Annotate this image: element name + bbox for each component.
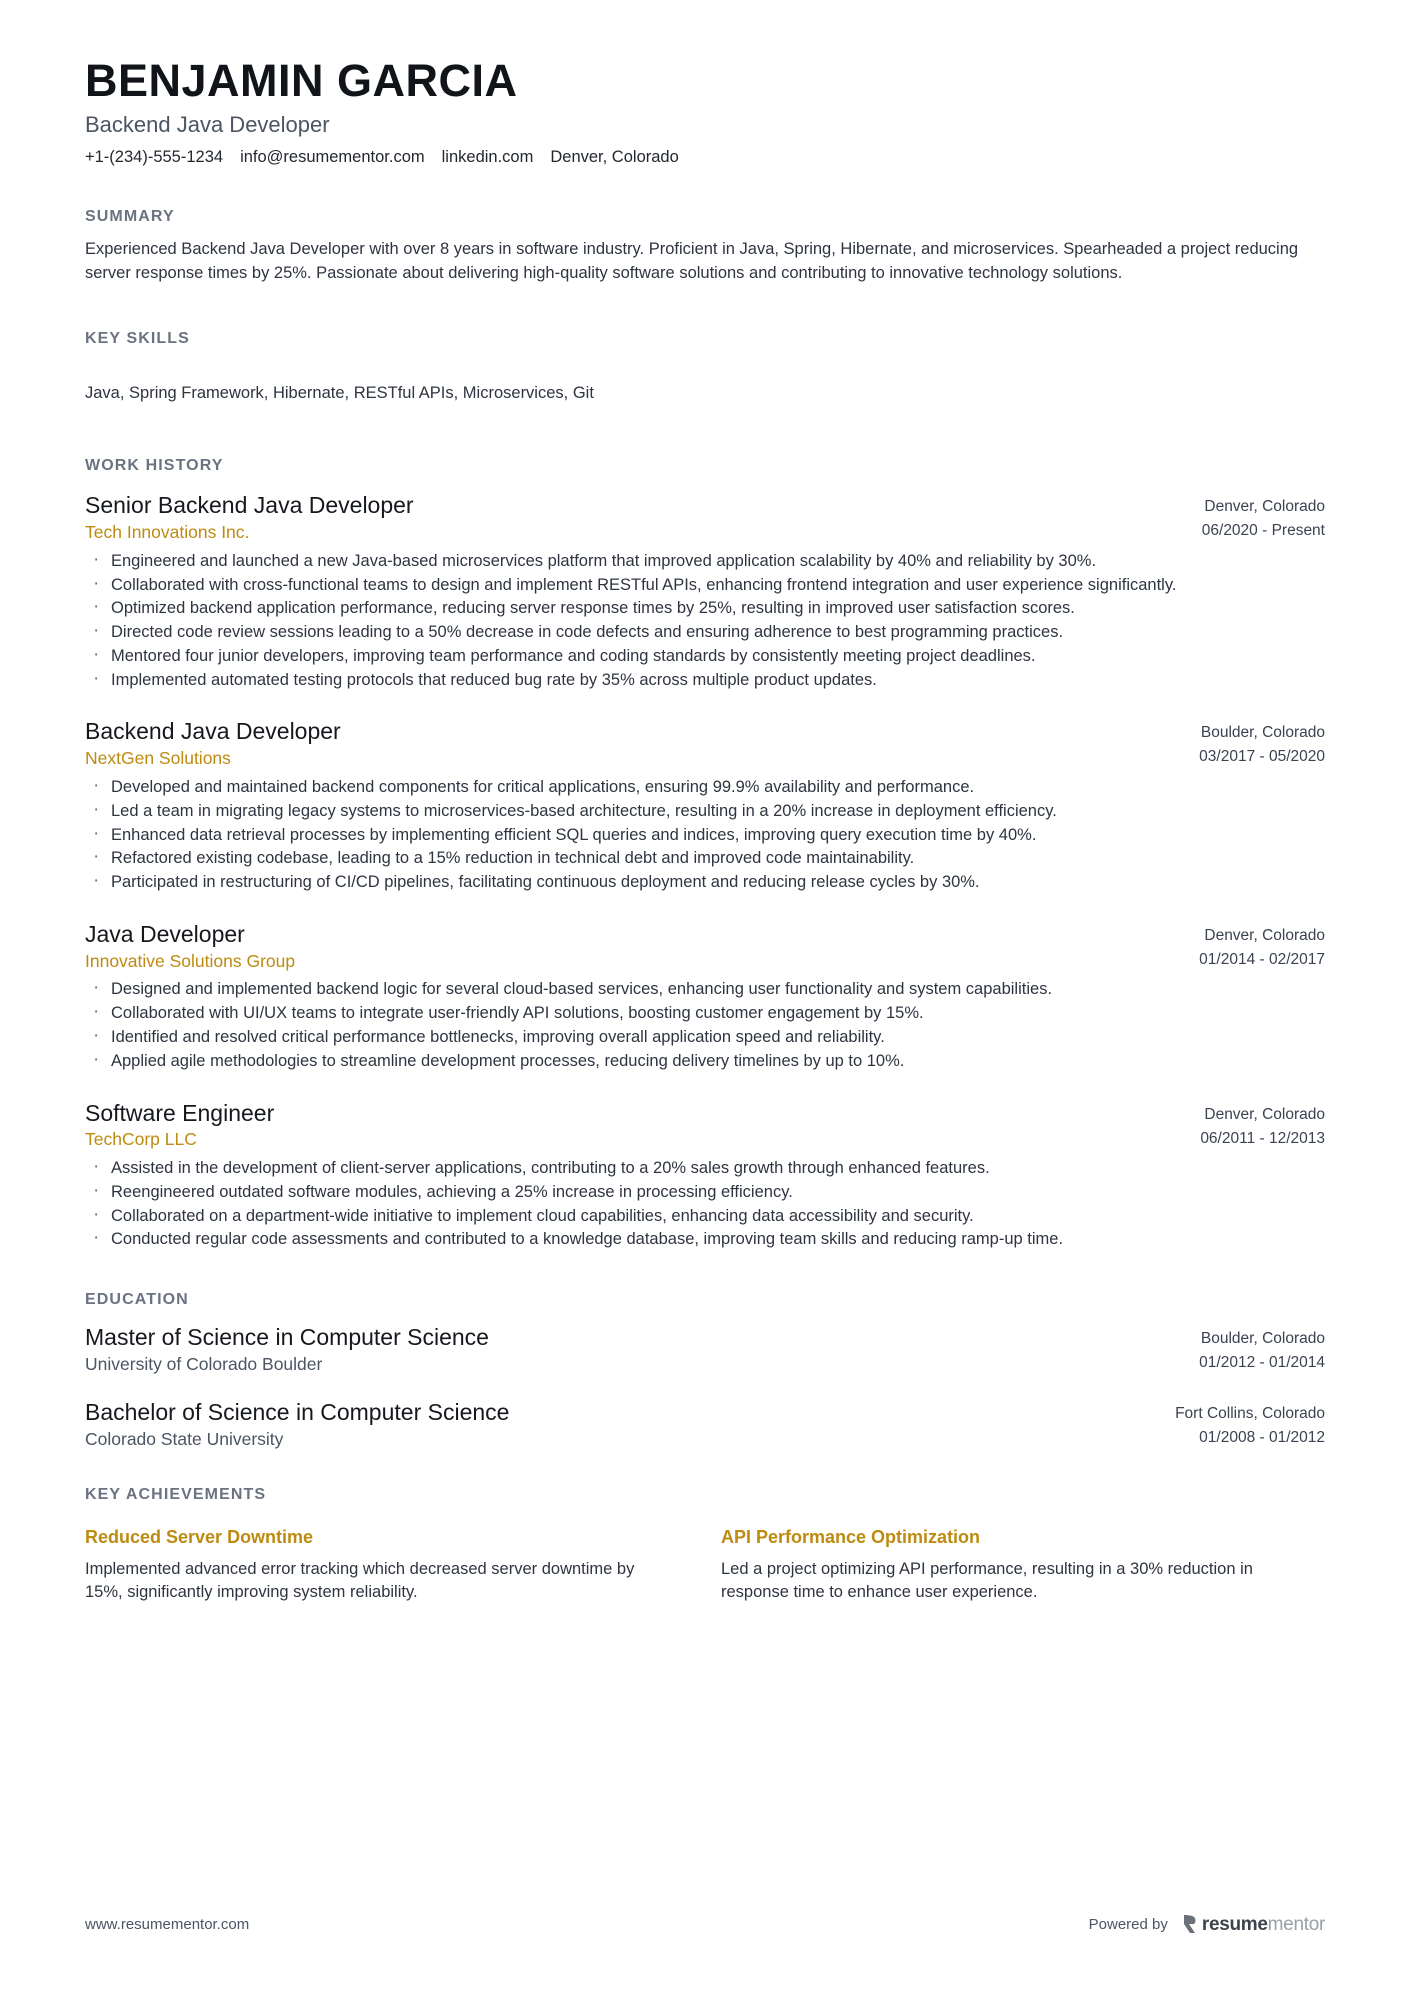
work-history-section [85, 457, 1325, 1251]
list-item: · Collaborated with UI/UX teams to integrate user-friendly API solutions, boosting customer engagement by 15%. [85, 1002, 1325, 1025]
summary-heading: SUMMARY [85, 208, 175, 226]
list-item: · Designed and implemented backend logic for several cloud-based services, enhancing user functionality and system capabilities. [85, 978, 1325, 1001]
education-dates: 01/2012 - 01/2014 [1199, 1354, 1325, 1372]
work-entry-company: Innovative Solutions Group [85, 950, 296, 971]
key-skills-heading: KEY SKILLS [85, 330, 190, 348]
education-degree: Bachelor of Science in Computer Science [85, 1398, 510, 1425]
work-entry-title-block [85, 491, 1178, 544]
education-meta-block [1175, 1323, 1325, 1375]
work-entry-title-block [85, 920, 1175, 973]
list-item: · Led a team in migrating legacy systems to microservices-based architecture, resulting in a 20% increase in deployment efficiency. [85, 800, 1325, 823]
work-entry-bullets [85, 550, 1325, 692]
achievement-item [721, 1526, 1291, 1604]
page-footer [85, 1914, 1325, 1935]
work-entry-meta-block [1176, 1099, 1325, 1151]
contact-item-0[interactable]: +1-(234)-555-1234 [85, 147, 224, 166]
list-item: · Applied agile methodologies to streamline development processes, reducing delivery timelines by up to 10%. [85, 1050, 1325, 1073]
work-entry [85, 920, 1325, 1073]
work-entry-header [85, 717, 1325, 770]
work-entry-dates: 06/2011 - 12/2013 [1200, 1129, 1325, 1147]
work-entry-role: Software Engineer [85, 1099, 275, 1126]
education-entry [85, 1323, 1325, 1376]
contact-item-3[interactable]: Denver, Colorado [550, 147, 679, 166]
work-entry-bullets [85, 1157, 1325, 1251]
list-item: · Refactored existing codebase, leading to a 15% reduction in technical debt and improved code maintainability. [85, 847, 1325, 870]
list-item: · Reengineered outdated software modules, achieving a 25% increase in processing efficiency. [85, 1181, 1325, 1204]
list-item: · Collaborated with cross-functional teams to design and implement RESTful APIs, enhancing frontend integration and user experience significantly. [85, 574, 1325, 597]
education-entry-title-block [85, 1398, 1151, 1451]
key-skills-text: Java, Spring Framework, Hibernate, RESTful APIs, Microservices, Git [85, 384, 594, 403]
work-entry-location: Denver, Colorado [1204, 1105, 1325, 1123]
resumementor-logo [1182, 1914, 1325, 1935]
work-entry-location: Denver, Colorado [1204, 498, 1325, 516]
work-entry-header [85, 920, 1325, 973]
brand-bold: resume [1201, 1914, 1268, 1935]
list-item: · Collaborated on a department-wide initiative to implement cloud capabilities, enhancing data accessibility and security. [85, 1205, 1325, 1228]
resumementor-wordmark [1202, 1915, 1325, 1934]
work-entry-title-block [85, 1099, 1176, 1152]
achievement-title: API Performance Optimization [721, 1527, 981, 1548]
work-history-heading: WORK HISTORY [85, 457, 224, 475]
work-entry-dates: 06/2020 - Present [1201, 522, 1325, 540]
work-entry-location: Denver, Colorado [1204, 926, 1325, 944]
work-entry-header [85, 1099, 1325, 1152]
list-item: · Developed and maintained backend components for critical applications, ensuring 99.9% availability and performance. [85, 776, 1325, 799]
resumementor-mark-icon [1182, 1914, 1198, 1935]
footer-branding [1089, 1914, 1325, 1935]
work-entry-role: Java Developer [85, 920, 245, 947]
work-entry-company: NextGen Solutions [85, 748, 231, 769]
list-item: · Conducted regular code assessments and contributed to a knowledge database, improving team skills and reducing ramp-up time. [85, 1228, 1325, 1251]
education-location: Fort Collins, Colorado [1175, 1404, 1325, 1422]
work-entry-meta-block [1175, 920, 1325, 972]
key-achievements-section [85, 1486, 1325, 1604]
footer-url[interactable]: www.resumementor.com [85, 1916, 250, 1933]
education-school: Colorado State University [85, 1428, 284, 1449]
work-entry-location: Boulder, Colorado [1200, 724, 1325, 742]
education-school: University of Colorado Boulder [85, 1353, 323, 1374]
education-heading: EDUCATION [85, 1291, 189, 1309]
work-entry [85, 717, 1325, 893]
education-dates: 01/2008 - 01/2012 [1199, 1428, 1325, 1446]
summary-section [85, 208, 1325, 285]
work-entry-bullets [85, 776, 1325, 894]
contact-item-2[interactable]: linkedin.com [441, 147, 534, 166]
work-entry-meta-block [1175, 717, 1325, 769]
brand-light: mentor [1267, 1914, 1325, 1935]
education-entry-title-block [85, 1323, 1175, 1376]
list-item: · Engineered and launched a new Java-based microservices platform that improved application scalability by 40% and reliability by 30%. [85, 550, 1325, 573]
contact-item-1[interactable]: info@resumementor.com [240, 147, 425, 166]
work-entry-role: Backend Java Developer [85, 718, 341, 745]
list-item: · Mentored four junior developers, improving team performance and coding standards by consistently meeting project deadlines. [85, 645, 1325, 668]
work-history-list [85, 491, 1325, 1251]
contact-row [85, 147, 1325, 168]
education-location: Boulder, Colorado [1200, 1330, 1325, 1348]
work-entry-company: Tech Innovations Inc. [85, 521, 250, 542]
education-entry-header [85, 1323, 1325, 1376]
list-item: · Directed code review sessions leading to a 50% decrease in code defects and ensuring adherence to best programming practices. [85, 621, 1325, 644]
page-title: BENJAMIN GARCIA [85, 55, 518, 106]
key-skills-section [85, 330, 1325, 405]
education-entry [85, 1398, 1325, 1451]
work-entry-dates: 01/2014 - 02/2017 [1199, 950, 1325, 968]
work-entry-role: Senior Backend Java Developer [85, 492, 414, 519]
key-achievements-heading: KEY ACHIEVEMENTS [85, 1486, 267, 1504]
list-item: · Assisted in the development of client-server applications, contributing to a 20% sales growth through enhanced features. [85, 1157, 1325, 1180]
work-entry [85, 1099, 1325, 1252]
list-item: · Participated in restructuring of CI/CD pipelines, facilitating continuous deployment and reducing release cycles by 30%. [85, 871, 1325, 894]
achievement-item [85, 1526, 655, 1604]
summary-text: Experienced Backend Java Developer with over 8 years in software industry. Proficient in Java, Spring, Hibernate, and microservices. Spearheaded a project reducing server response times by 25%. Passionate about delivering high-quality software solutions and contributing to innovative technology solutions. [85, 240, 1299, 282]
powered-by-label: Powered by [1088, 1916, 1168, 1933]
work-entry-bullets [85, 978, 1325, 1072]
list-item: · Optimized backend application performance, reducing server response times by 25%, resulting in improved user satisfaction scores. [85, 597, 1325, 620]
resume-header [85, 56, 1325, 168]
work-entry [85, 491, 1325, 691]
key-achievements-grid [85, 1526, 1325, 1604]
header-job-title: Backend Java Developer [85, 112, 330, 138]
work-entry-company: TechCorp LLC [85, 1129, 197, 1150]
list-item: · Identified and resolved critical performance bottlenecks, improving overall application speed and reliability. [85, 1026, 1325, 1049]
education-degree: Master of Science in Computer Science [85, 1324, 489, 1351]
list-item: · Implemented automated testing protocols that reduced bug rate by 35% across multiple product updates. [85, 669, 1325, 692]
achievement-title: Reduced Server Downtime [85, 1527, 314, 1548]
education-entry-header [85, 1398, 1325, 1451]
education-section [85, 1291, 1325, 1450]
list-item: · Enhanced data retrieval processes by implementing efficient SQL queries and indices, improving query execution time by 40%. [85, 824, 1325, 847]
education-meta-block [1151, 1398, 1325, 1450]
work-entry-title-block [85, 717, 1175, 770]
work-entry-dates: 03/2017 - 05/2020 [1199, 748, 1325, 766]
achievement-text: Led a project optimizing API performance, resulting in a 30% reduction in response time to enhance user experience. [721, 1559, 1253, 1602]
education-list [85, 1323, 1325, 1450]
achievement-text: Implemented advanced error tracking which decreased server downtime by 15%, significantly improving system reliability. [85, 1559, 635, 1602]
work-entry-meta-block [1178, 491, 1325, 543]
work-entry-header [85, 491, 1325, 544]
